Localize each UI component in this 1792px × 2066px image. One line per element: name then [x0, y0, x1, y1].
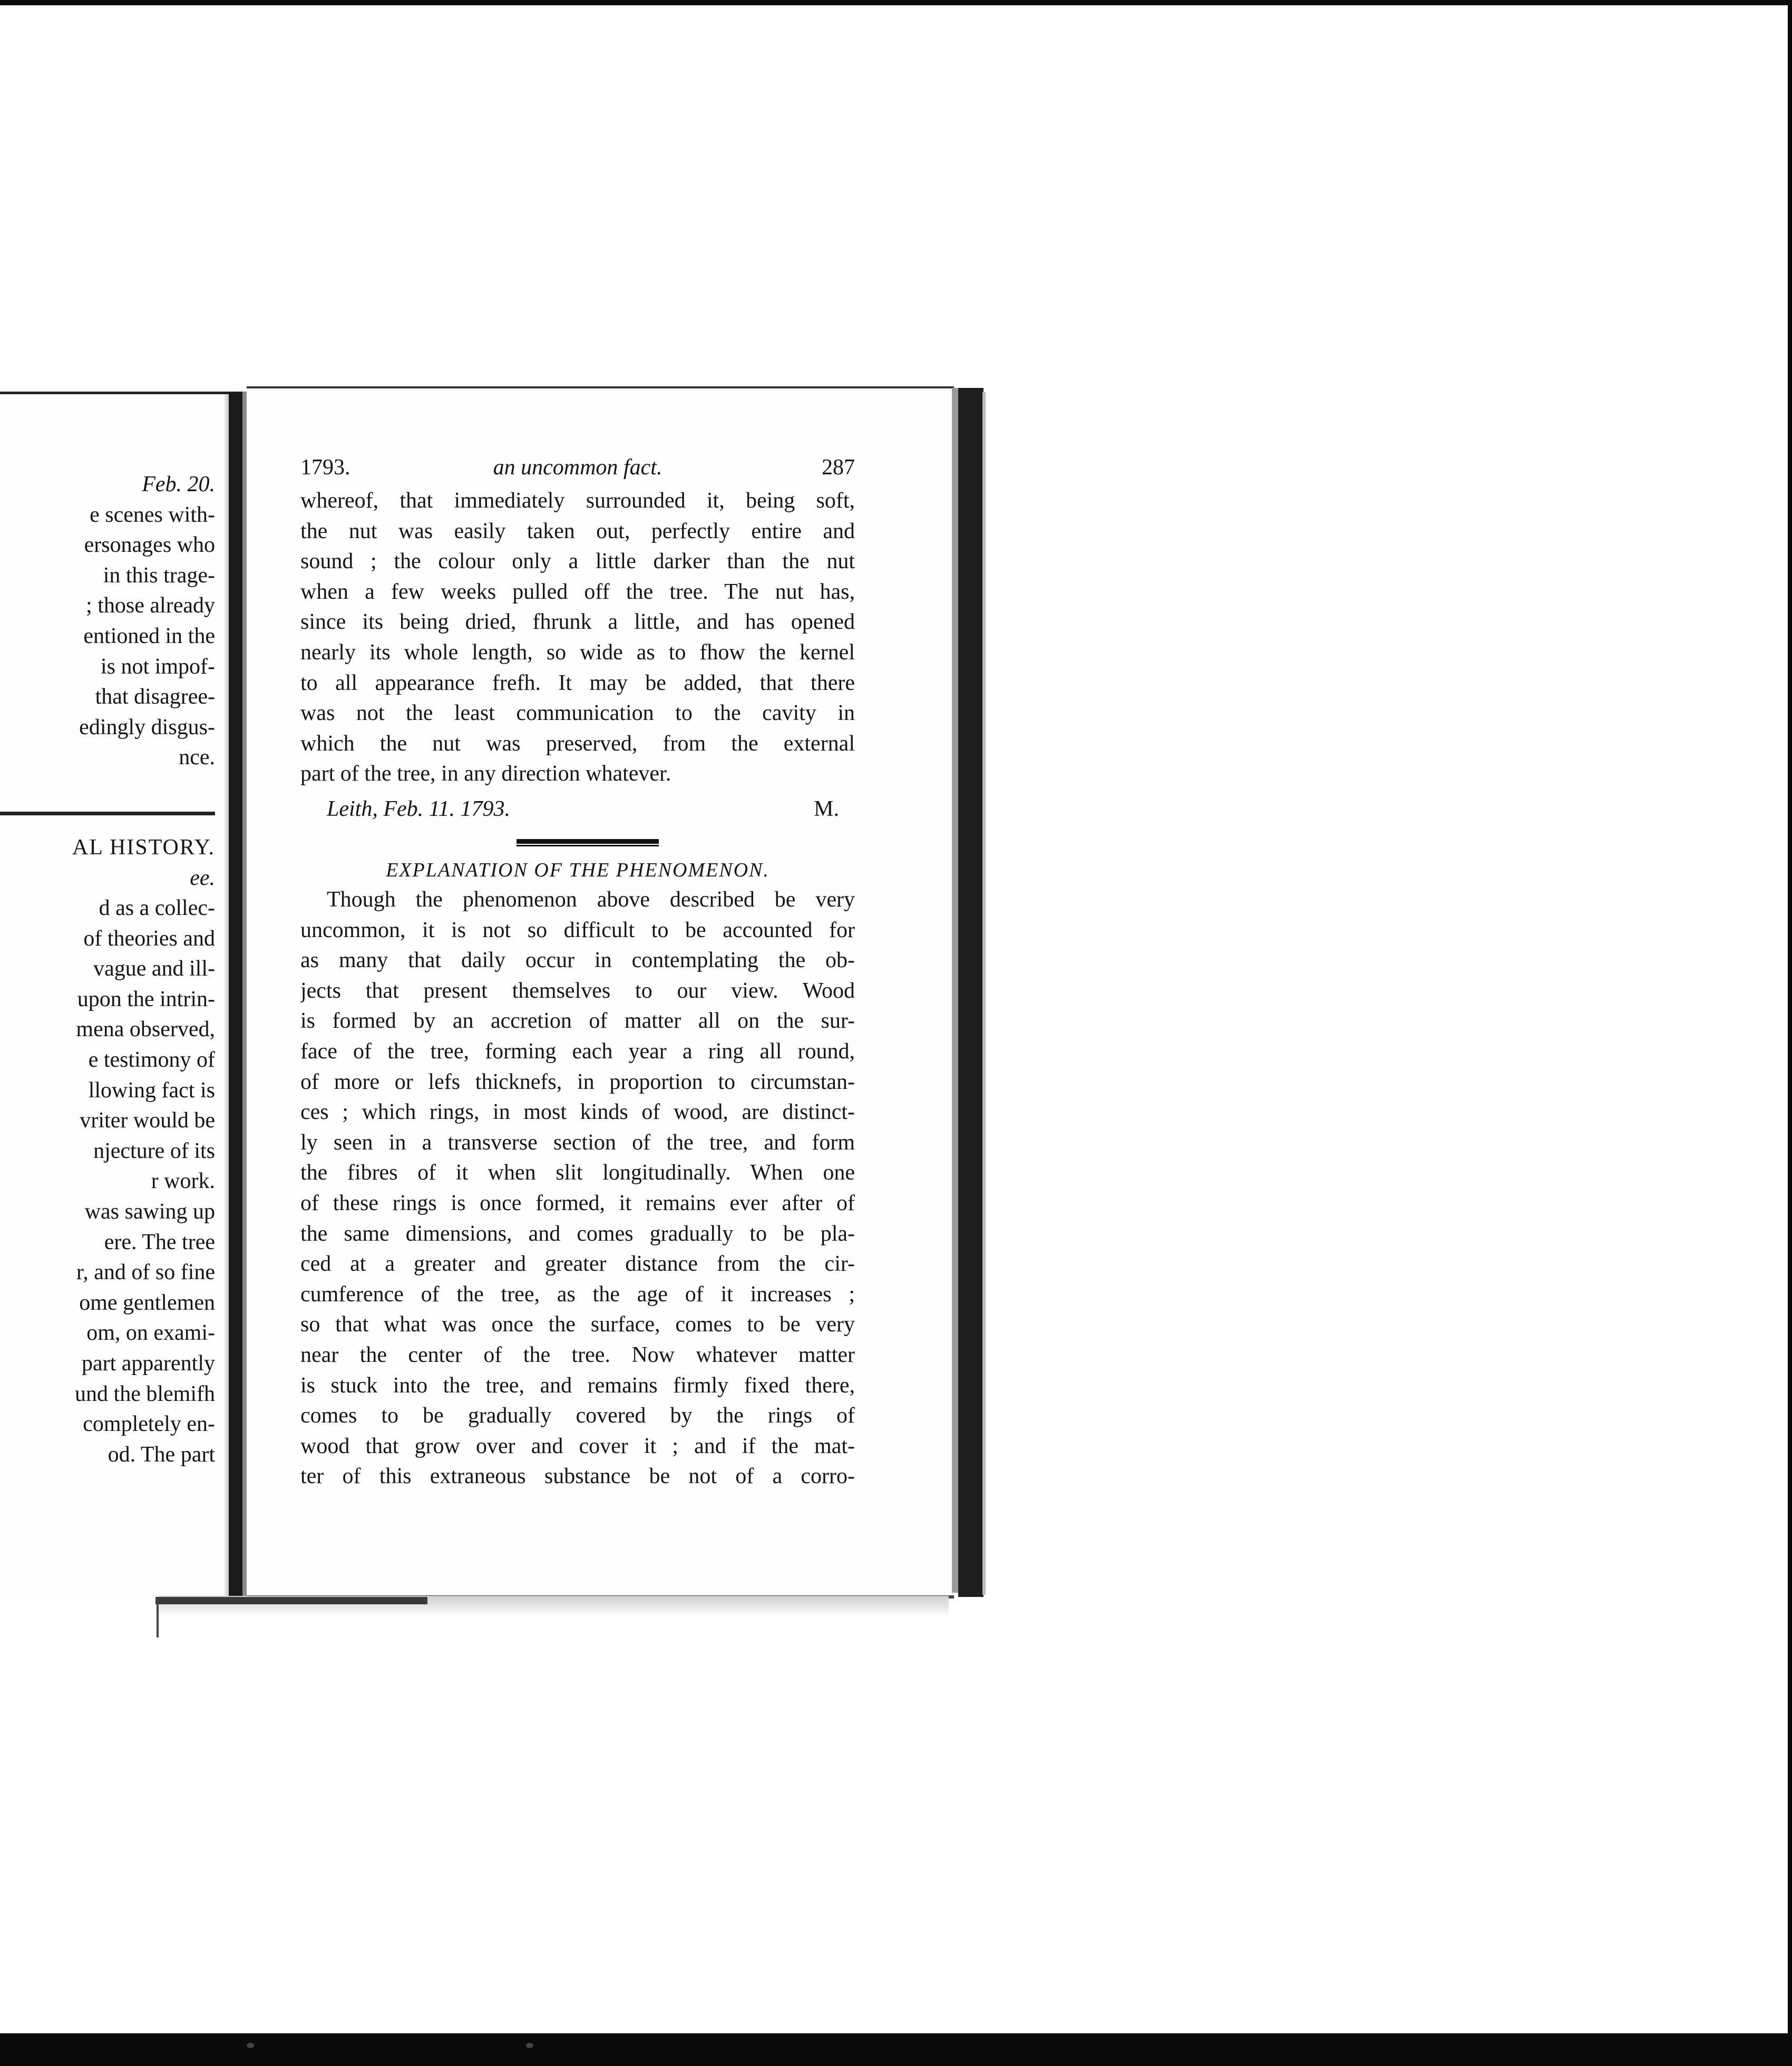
signoff-place-date: Leith, Feb. 11. 1793. [327, 797, 511, 821]
text-line: when a few weeks pulled off the tree. The nut has, [300, 579, 855, 604]
binding-tab [155, 1597, 427, 1604]
left-text-line: was sawing up [84, 1199, 215, 1224]
text-line: ly seen in a transverse section of the tree, and form [300, 1130, 855, 1155]
text-line: nearly its whole length, so wide as to fhow the kernel [300, 640, 855, 665]
text-line: near the center of the tree. Now whatever matter [300, 1342, 855, 1367]
section-divider-rule-thin [517, 845, 659, 846]
scan-speck [526, 2043, 533, 2048]
left-subheading: ee. [190, 865, 215, 890]
left-page-text-upper [0, 470, 215, 773]
left-text-line: d as a collec- [99, 896, 215, 920]
text-line: as many that daily occur in contemplating the ob- [300, 948, 855, 973]
section-heading: EXPLANATION OF THE PHENOMENON. [386, 859, 770, 881]
left-section-heading: AL HISTORY. [72, 835, 215, 860]
text-line: face of the tree, forming each year a ring all round, [300, 1039, 855, 1064]
text-line: is stuck into the tree, and remains firmly fixed there, [300, 1373, 855, 1398]
left-text-line: om, on exami- [86, 1321, 215, 1346]
left-text-line: ere. The tree [104, 1230, 215, 1254]
left-text-line: ome gentlemen [79, 1290, 215, 1315]
left-text-line: is not impof- [101, 654, 215, 679]
text-line: ter of this extraneous substance be not of a corro- [300, 1464, 855, 1489]
book-cover-highlight [982, 392, 986, 1595]
text-line: the same dimensions, and comes gradually to be pla- [300, 1221, 855, 1246]
text-line: sound ; the colour only a little darker than the nut [300, 549, 855, 574]
book-gutter-shadow [242, 392, 247, 1599]
text-line: wood that grow over and cover it ; and if the mat- [300, 1434, 855, 1458]
left-text-line: e scenes with- [90, 502, 215, 527]
left-text-line: entioned in the [83, 623, 215, 648]
left-text-line: upon the intrin- [77, 987, 215, 1011]
left-section-rule [0, 812, 215, 815]
book-gutter [229, 392, 242, 1599]
text-line: Though the phenomenon above described be very [327, 888, 855, 912]
scan-border-top [0, 0, 1792, 5]
left-text-line: edingly disgus- [79, 715, 215, 739]
text-line: comes to be gradually covered by the rings of [300, 1404, 855, 1428]
text-line: to all appearance frefh. It may be added, that there [300, 670, 855, 695]
text-line: ced at a greater and greater distance from the cir- [300, 1252, 855, 1276]
left-text-line: that disagree- [95, 685, 215, 709]
running-head [300, 455, 855, 486]
text-line: whereof, that immediately surrounded it, being soft, [300, 489, 855, 513]
left-text-line: ; those already [86, 593, 215, 618]
left-text-line: in this trage- [103, 563, 215, 588]
binding-thread [157, 1598, 159, 1638]
text-line: cumference of the tree, as the age of it increases ; [300, 1282, 855, 1307]
left-text-line: r, and of so fine [76, 1260, 215, 1285]
text-line: was not the least communication to the cavity in [300, 701, 855, 726]
left-text-line: nce. [179, 745, 215, 770]
scan-border-bottom [0, 2033, 1792, 2066]
left-text-line: und the blemifh [75, 1381, 215, 1406]
left-text-line: of theories and [83, 926, 215, 951]
scan-border-right [1788, 0, 1792, 2066]
text-line: which the nut was preserved, from the external [300, 731, 855, 756]
left-text-line: njecture of its [93, 1138, 215, 1163]
letter-paragraph [300, 486, 855, 790]
scan-speck [247, 2043, 254, 2048]
left-text-line: completely en- [83, 1412, 215, 1437]
left-text-line: e testimony of [88, 1047, 215, 1072]
left-running-head: Feb. 20. [142, 472, 215, 496]
left-page [0, 392, 231, 1600]
left-page-text-lower [0, 893, 215, 1470]
book-cover-edge [958, 388, 983, 1597]
left-text-line: part apparently [81, 1351, 215, 1376]
left-text-line: mena observed, [76, 1017, 215, 1042]
text-line: since its being dried, fhrunk a little, and has opened [300, 610, 855, 635]
text-line: ces ; which rings, in most kinds of wood, are distinct- [300, 1100, 855, 1125]
text-line: is formed by an accretion of matter all on the sur- [300, 1009, 855, 1034]
running-head-title: an uncommon fact. [493, 455, 663, 480]
text-line: of these rings is once formed, it remains ever after of [300, 1191, 855, 1215]
page-number: 287 [822, 455, 855, 480]
section-divider-rule [517, 839, 659, 844]
left-text-line: vriter would be [80, 1108, 215, 1133]
text-line: so that what was once the surface, comes to be very [300, 1312, 855, 1337]
explanation-paragraph [300, 885, 855, 1492]
left-text-line: r work. [151, 1169, 215, 1194]
text-line: the fibres of it when slit longitudinally. When one [300, 1161, 855, 1185]
running-head-year: 1793. [300, 455, 350, 480]
text-line: of more or lefs thicknefs, in proportion to circumstan- [300, 1069, 855, 1094]
text-line: jects that present themselves to our view. Wood [300, 978, 855, 1003]
left-text-line: ersonages who [84, 533, 215, 558]
left-text-line: llowing fact is [88, 1078, 215, 1103]
left-page-heading-block [0, 833, 215, 893]
text-line: the nut was easily taken out, perfectly entire and [300, 519, 855, 543]
left-text-line: vague and ill- [93, 957, 215, 981]
left-text-line: od. The part [108, 1442, 215, 1467]
signoff-initial: M. [814, 797, 839, 821]
text-line: uncommon, it is not so difficult to be accounted for [300, 918, 855, 942]
signoff [300, 796, 855, 828]
text-line: part of the tree, in any direction whatever. [300, 762, 671, 786]
